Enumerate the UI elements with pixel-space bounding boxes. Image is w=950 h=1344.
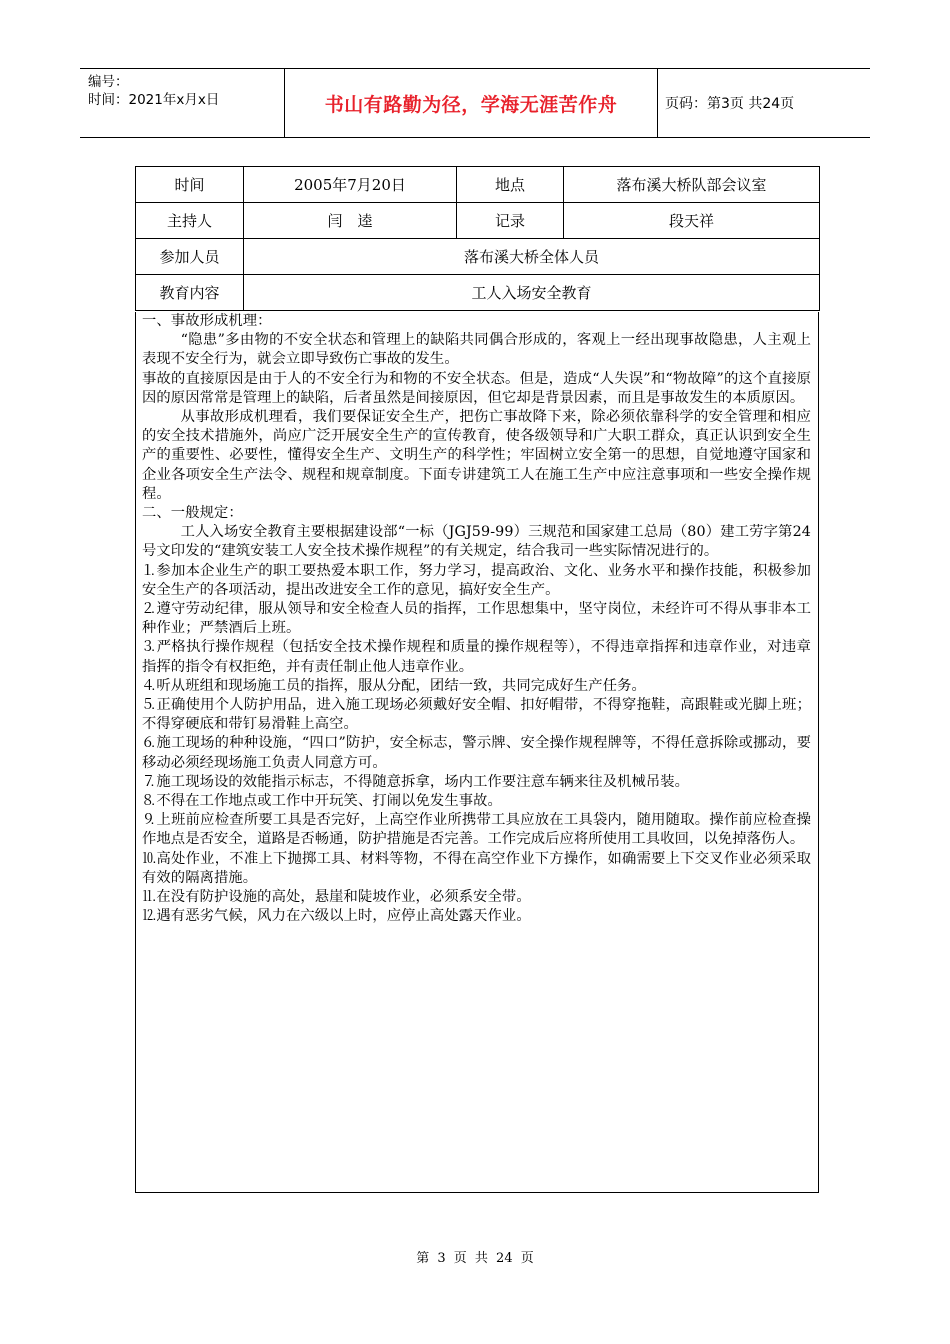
rule-item: ⒍施工现场的种种设施，“四口”防护，安全标志，警示牌、安全操作规程牌等，不得任意拆除或挪动，要移动必须经现场施工负责人同意方可。 [142,735,811,771]
meeting-info-table [135,166,820,311]
rule-item: ⒊严格执行操作规程（包括安全技术操作规程和质量的操作规程等），不得违章指挥和违章作业，对违章指挥的指令有权拒绝，并有责任制止他人违章作业。 [142,639,811,675]
host-label-cell: 主持人 [136,203,244,239]
rule-item: ⒏不得在工作地点或工作中开玩笑、打闹以免发生事故。 [142,793,502,810]
document-number-label: 编号： [88,74,129,90]
document-time-label: 时间：2021年x月x日 [88,92,220,108]
time-label-cell: 时间 [136,167,244,203]
table-row [136,239,820,275]
rule-item: ⒓遇有恶劣气候，风力在六级以上时，应停止高处露天作业。 [142,908,531,925]
header-meta [88,73,284,109]
location-value-cell: 落布溪大桥队部会议室 [564,167,820,203]
location-label-cell: 地点 [457,167,564,203]
content-label-cell: 教育内容 [136,275,244,311]
paragraph: 从事故形成机理看，我们要保证安全生产，把伤亡事故降下来，除必须依靠科学的安全管理和相应的安全技术措施外，尚应广泛开展安全生产的宣传教育，使各级领导和广大职工群众，真正认识到安全生产的重要性、必要性，懂得安全生产、文明生产的科学性；牢固树立安全第一的思想，自觉地遵守国家和企业各项安全生产法令、规程和规章制度。下面专讲建筑工人在施工生产中应注意事项和一些安全操作规程。 [142,409,811,502]
host-value-cell: 闫 逵 [244,203,457,239]
rule-item: ⒐上班前应检查所要工具是否完好，上高空作业所携带工具应放在工具袋内，随用随取。操作前应检查操作地点是否安全，道路是否畅通，防护措施是否完善。工作完成后应将所使用工具收回，以免掉落伤人。 [142,812,811,848]
rule-item: ⒋听从班组和现场施工员的指挥，服从分配，团结一致，共同完成好生产任务。 [142,677,646,694]
participants-value-cell: 落布溪大桥全体人员 [244,239,820,275]
page-footer: 第 3 页 共 24 页 [416,1251,534,1266]
paragraph: 工人入场安全教育主要根据建设部“一标（JGJ59-99）三规范和国家建工总局（80）建工劳字第24号文印发的“建筑安装工人安全技术操作规程”的有关规定，结合我司一些实际情况进行的。 [142,524,811,560]
header-page-info: 页码：第3页 共24页 [665,96,795,112]
header-slogan: 书山有路勤为径，学海无涯苦作舟 [284,69,658,137]
paragraph: 事故的直接原因是由于人的不安全行为和物的不安全状态。但是，造成“人失误”和“物故障”的这个直接原因的原因常常是管理上的缺陷，后者虽然是间接原因，但它却是背景因素，而且是事故发生的本质原因。 [142,370,811,406]
time-value-cell: 2005年7月20日 [244,167,457,203]
education-content-box [135,312,819,1193]
rule-item: ⒎施工现场设的效能指示标志，不得随意拆拿，场内工作要注意车辆来往及机械吊装。 [142,773,690,790]
page-header [80,68,870,138]
recorder-label-cell: 记录 [457,203,564,239]
table-row [136,275,820,311]
table-row [136,167,820,203]
rule-item: ⒉遵守劳动纪律，服从领导和安全检查人员的指挥，工作思想集中，坚守岗位，未经许可不得从事非本工种作业；严禁酒后上班。 [142,601,811,637]
education-content [142,312,811,927]
table-row [136,203,820,239]
section-heading: 一、事故形成机理： [142,313,272,329]
rule-item: ⒑高处作业，不准上下抛掷工具、材料等物，不得在高空作业下方操作，如确需要上下交叉作业必须采取有效的隔离措施。 [142,850,811,886]
participants-label-cell: 参加人员 [136,239,244,275]
recorder-value-cell: 段天祥 [564,203,820,239]
rule-item: ⒌正确使用个人防护用品，进入施工现场必须戴好安全帽、扣好帽带，不得穿拖鞋，高跟鞋或光脚上班；不得穿硬底和带钉易滑鞋上高空。 [142,697,811,733]
rule-item: ⒈参加本企业生产的职工要热爱本职工作，努力学习，提高政治、文化、业务水平和操作技能，积极参加安全生产的各项活动，提出改进安全工作的意见，搞好安全生产。 [142,562,811,598]
section-heading: 二、一般规定： [142,505,243,522]
content-value-cell: 工人入场安全教育 [244,275,820,311]
rule-item: ⒒在没有防护设施的高处，悬崖和陡坡作业，必须系安全带。 [142,889,531,906]
paragraph: “隐患”多由物的不安全状态和管理上的缺陷共同偶合形成的，客观上一经出现事故隐患，人主观上表现不安全行为，就会立即导致伤亡事故的发生。 [142,332,811,368]
